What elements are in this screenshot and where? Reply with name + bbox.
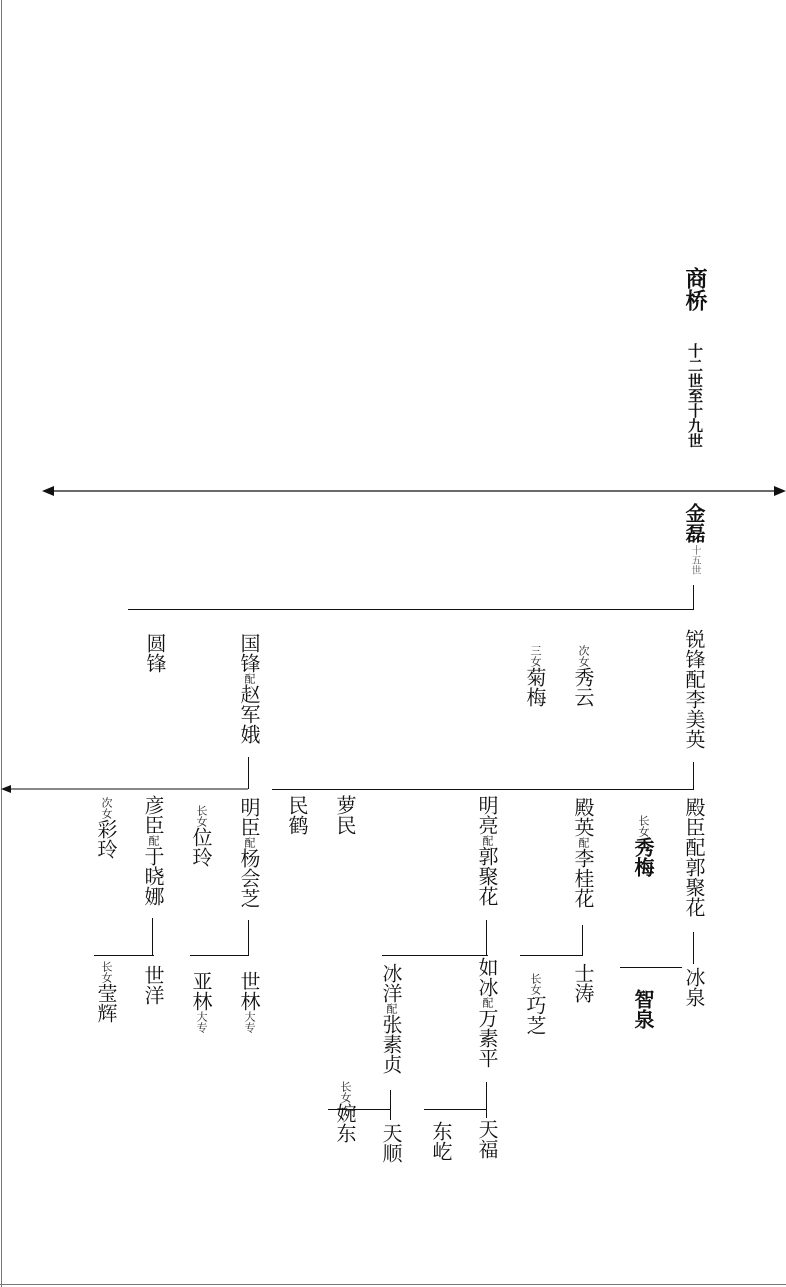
person-jinlei: 金磊 — [682, 503, 706, 543]
page-bottom-border — [0, 1284, 786, 1285]
connector-dash — [693, 585, 694, 609]
person-mingchen — [237, 797, 260, 908]
person-name: 秀云 — [571, 667, 595, 707]
person-yuanfeng: 圆锋 — [143, 633, 167, 673]
person-xiumei — [631, 815, 654, 877]
person-shilin — [237, 971, 260, 1033]
person-name: 彩玲 — [94, 819, 118, 859]
spouse-name: 万素平 — [475, 1008, 499, 1068]
spouse-marker: 配 — [147, 835, 160, 846]
education-note: 大专 — [243, 1011, 256, 1033]
spouse-name: 张素贞 — [379, 1014, 403, 1074]
person-name: 菊梅 — [523, 667, 547, 707]
spouse-marker: 配 — [481, 997, 494, 1008]
connector-dash — [248, 757, 249, 789]
spouse-marker: 配 — [682, 837, 706, 857]
spouse-name: 李桂花 — [571, 848, 595, 908]
page-subtitle: 十二世至十九世 — [686, 343, 704, 448]
left-arrow-line — [0, 781, 250, 797]
person-jumei — [523, 645, 546, 707]
connector-dash — [390, 1090, 391, 1120]
person-dianchen — [682, 797, 705, 917]
connector-dianchen-children — [620, 967, 682, 968]
person-bingquan: 冰泉 — [682, 967, 706, 1007]
person-name: 殿英 — [571, 797, 595, 837]
double-arrow-divider — [40, 483, 786, 499]
rank-tag: 次女 — [577, 645, 590, 667]
person-mingliang — [475, 795, 498, 906]
person-name: 莹辉 — [94, 983, 118, 1023]
person-weiling — [189, 805, 212, 867]
person-name: 国锋 — [237, 633, 261, 673]
person-name: 秀梅 — [631, 837, 655, 877]
connector-mingchen-children — [190, 955, 248, 956]
connector-yanchen-children — [94, 955, 154, 956]
person-name: 明亮 — [475, 795, 499, 835]
connector-ruifeng-children — [272, 789, 694, 790]
person-tianfu: 天福 — [475, 1119, 499, 1159]
person-name: 世林 — [237, 971, 261, 1011]
person-limin: 萝民 — [333, 795, 357, 835]
spouse-marker: 配 — [481, 835, 494, 846]
education-note: 大专 — [195, 1011, 208, 1033]
spouse-name: 杨会芝 — [237, 848, 261, 908]
person-dianying — [571, 797, 594, 908]
person-yinghui — [94, 961, 117, 1023]
person-name: 巧芝 — [523, 995, 547, 1035]
connector-rubing-children — [424, 1109, 486, 1110]
person-tianshun: 天顺 — [379, 1123, 403, 1163]
person-guofeng — [237, 633, 260, 744]
person-xiuyun — [571, 645, 594, 707]
generation-label: 十五世 — [689, 545, 700, 575]
person-dongyi: 东屹 — [429, 1121, 453, 1161]
connector-dash — [693, 932, 694, 964]
connector-dash — [152, 918, 153, 956]
person-name: 婉东 — [333, 1103, 357, 1143]
person-minhe: 民鹤 — [285, 795, 309, 835]
rank-tag: 长女 — [195, 805, 208, 827]
connector-dash — [248, 920, 249, 956]
connector-jinlei-children — [128, 609, 694, 610]
rank-tag: 三女 — [529, 645, 542, 667]
spouse-name: 赵军娥 — [237, 684, 261, 744]
person-rubing — [475, 957, 498, 1068]
person-yalin — [189, 971, 212, 1033]
person-shitao: 士涛 — [571, 963, 595, 1003]
spouse-marker: 配 — [243, 837, 256, 848]
person-zhiquan: 智泉 — [631, 989, 655, 1029]
connector-mingliang-children — [382, 955, 488, 956]
person-wandong — [333, 1081, 356, 1143]
spouse-marker: 配 — [243, 673, 256, 684]
connector-dash — [582, 925, 583, 956]
rank-tag: 长女 — [637, 815, 650, 837]
spouse-name: 于晓娜 — [141, 846, 165, 906]
person-name: 位玲 — [189, 827, 213, 867]
rank-tag: 长女 — [100, 961, 113, 983]
rank-tag: 次女 — [100, 797, 113, 819]
spouse-marker: 配 — [682, 669, 706, 689]
spouse-marker: 配 — [385, 1003, 398, 1014]
rank-tag: 长女 — [339, 1081, 352, 1103]
person-name: 锐锋 — [682, 629, 706, 669]
person-cailing — [94, 797, 117, 859]
person-qiaozhi — [523, 973, 546, 1035]
spouse-name: 郭聚花 — [682, 857, 706, 917]
person-ruifeng — [682, 629, 705, 749]
person-name: 亚林 — [189, 971, 213, 1011]
connector-dash — [693, 762, 694, 790]
person-bingyang — [379, 963, 402, 1074]
person-shiyang: 世洋 — [141, 965, 165, 1005]
person-name: 如冰 — [475, 957, 499, 997]
connector-dianying-children — [520, 955, 582, 956]
spouse-name: 李美英 — [682, 689, 706, 749]
page-title: 商桥 — [682, 267, 707, 311]
connector-dash — [486, 920, 487, 956]
person-name: 冰洋 — [379, 963, 403, 1003]
connector-dash — [486, 1082, 487, 1118]
spouse-marker: 配 — [577, 837, 590, 848]
rank-tag: 长女 — [529, 973, 542, 995]
person-name: 彦臣 — [141, 795, 165, 835]
spouse-name: 郭聚花 — [475, 846, 499, 906]
person-name: 明臣 — [237, 797, 261, 837]
page-left-border — [1, 0, 2, 1287]
person-yanchen — [141, 795, 164, 906]
person-name: 殿臣 — [682, 797, 706, 837]
